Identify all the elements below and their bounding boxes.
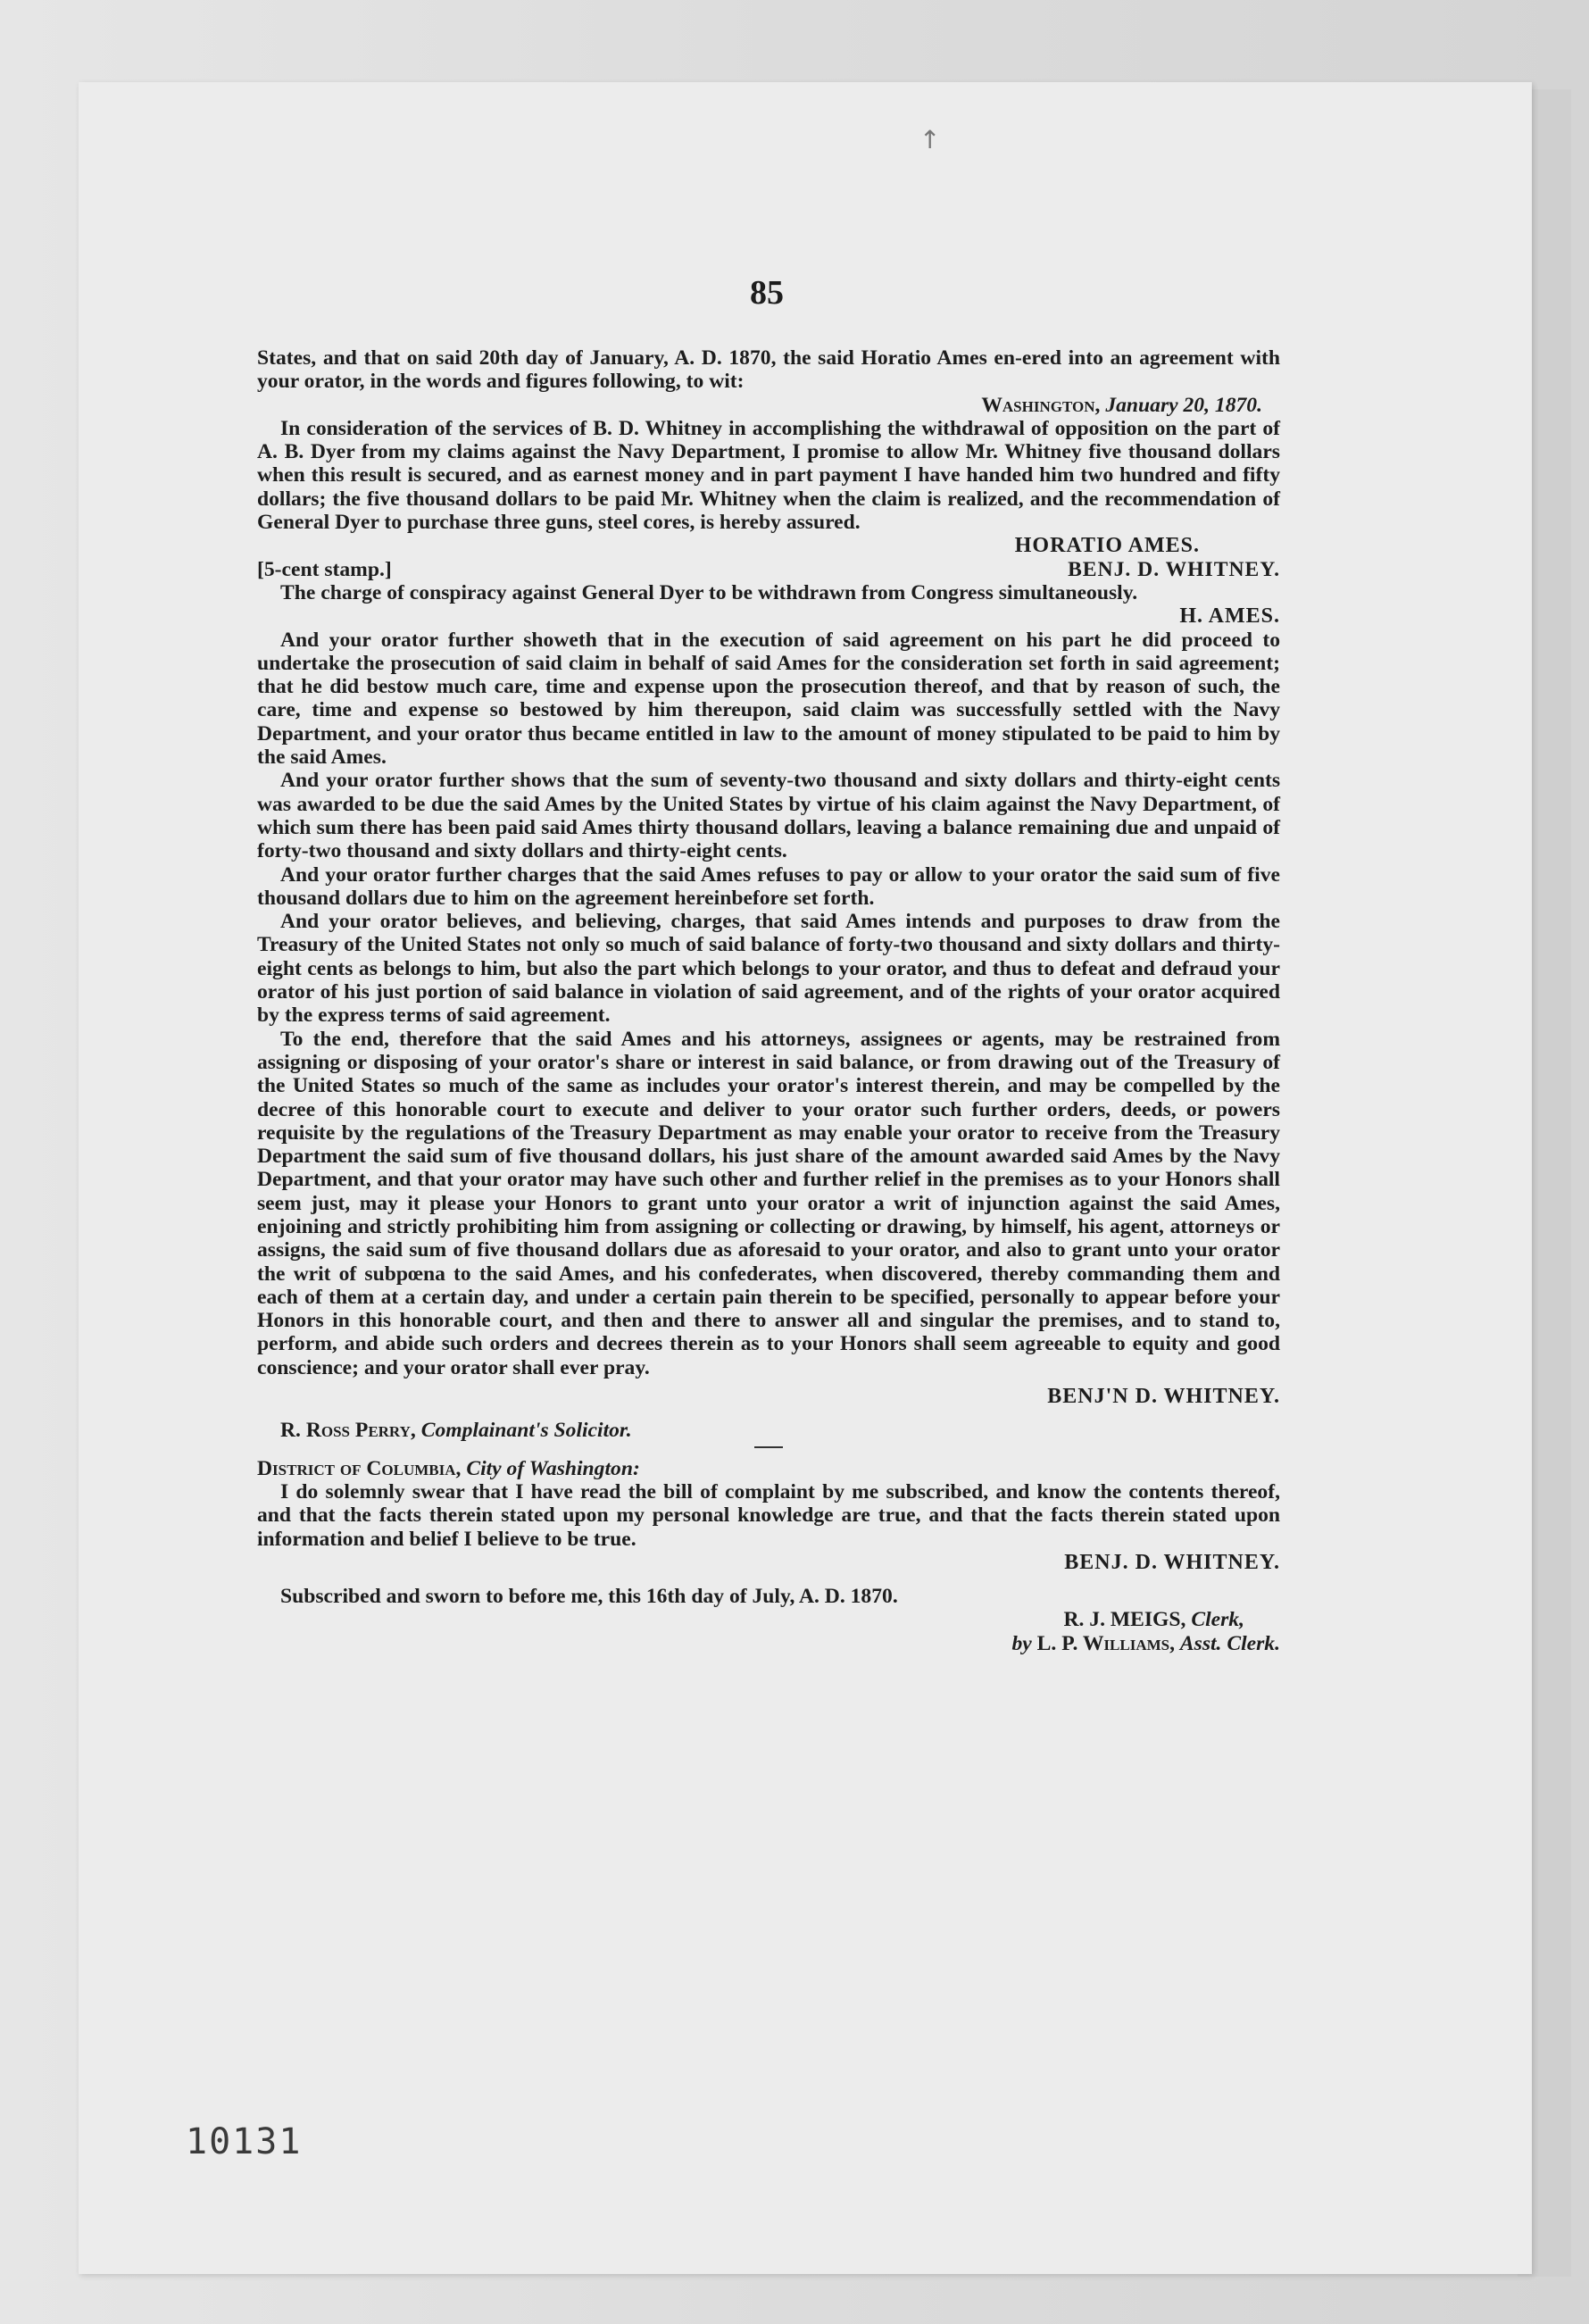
stamp-row — [257, 558, 1280, 581]
solicitor-role: Complainant's Solicitor. — [420, 1419, 632, 1443]
assistant-clerk-line — [257, 1632, 1280, 1655]
venue-district: District of Columbia, — [257, 1456, 462, 1480]
clerk-title: Clerk, — [1191, 1608, 1244, 1632]
assistant-title: Asst. Clerk. — [1179, 1631, 1280, 1655]
document-body — [257, 346, 1280, 1655]
page-number: 85 — [750, 274, 784, 312]
assistant-name: L. P. Williams, — [1036, 1631, 1175, 1655]
venue-city: City of Washington: — [466, 1456, 640, 1480]
paragraph-charges: And your orator further charges that the said Ames refuses to pay or allow to your orator the said sum of five thousand dollars due to him on the agreement hereinbefore set forth. — [257, 862, 1280, 910]
assistant-by: by — [1011, 1631, 1032, 1655]
paragraph-prayer: To the end, therefore that the said Ames and his attorneys, assignees or agents, may be restrained from assigning or disposing of your orator's share or interest in said balance, or from drawing out of the Treasury of the United States so much of the same as includes your orator's interest therein, and may be compelled by the decree of this honorable court to execute and deliver to your orator such further orders, deeds, or powers requisite by the regulations of the Treasury Department as may enable your orator to receive from the Treasury Department the said sum of five thousand dollars, his just share of the amount awarded said Ames by the Navy Department, and that your orator may have such other and further relief in the premises as to your Honors shall seem just, may it please your Honors to grant unto your orator a writ of injunction against the said Ames, enjoining and strictly prohibiting him from assigning or collecting or drawing, by himself, his agent, attorneys or assigns, the said sum of five thousand dollars due as aforesaid to your orator, and also to grant unto your orator the writ of subpœna to the said Ames, and his confederates, when discovered, thereby commanding them and each of them at a certain day, and under a certain pain therein to be specified, personally to appear before your Honors in this honorable court, and then and there to answer all and singular the premises, and to stand to, perform, and abide such orders and decrees therein as to your Honors shall seem agreeable to equity and good conscience; and your orator shall ever pray. — [257, 1027, 1280, 1379]
archive-number: 10131 — [186, 2121, 303, 2162]
bill-signature: BENJ'N D. WHITNEY. — [1047, 1385, 1280, 1409]
scan-mark-icon: ↑ — [919, 125, 941, 154]
affidavit-text: I do solemnly swear that I have read the bill of complaint by me subscribed, and know the contents thereof, and that the facts therein stated upon my personal knowledge are true, and that the facts therein stated upon information and belief I believe to be true. — [257, 1479, 1280, 1551]
stamp-note: [5-cent stamp.] — [257, 557, 392, 581]
opening-paragraph: States, and that on said 20th day of January, A. D. 1870, the said Horatio Ames en-ered into an agreement with your orator, in the words and figures following, to wit: — [257, 346, 1280, 394]
clerk-line — [257, 1608, 1280, 1631]
solicitor-line — [257, 1419, 1280, 1442]
solicitor-name: R. Ross Perry, — [280, 1419, 416, 1443]
dateline-date: January 20, 1870. — [1105, 393, 1262, 417]
agreement-text: In consideration of the services of B. D. Whitney in accomplishing the withdrawal of opposition on the part of A. B. Dyer from my claims against the Navy Department, I promise to allow Mr. Whitney five thousand dollars when this result is secured, and as earnest money and in part payment I have handed him two hundred and fifty dollars; the five thousand dollars to be paid Mr. Whitney when the claim is realized, and the recommendation of General Dyer to purchase three guns, steel cores, is hereby assured. — [257, 416, 1280, 535]
signature-benj-whitney: BENJ. D. WHITNEY. — [1068, 557, 1280, 581]
affidavit-signature: BENJ. D. WHITNEY. — [1064, 1550, 1280, 1574]
agreement-dateline — [257, 394, 1280, 417]
jurat: Subscribed and sworn to before me, this 16th day of July, A. D. 1870. — [280, 1585, 898, 1609]
paragraph-showeth: And your orator further showeth that in the execution of said agreement on his part he did proceed to undertake the prosecution of said claim in behalf of said Ames for the consideration set forth in said agreement; that he did bestow much care, time and expense upon the prosecution thereof, and that by reason of such, the care, time and expense so bestowed by him thereupon, said claim was successfully settled with the Navy Department, and your orator thus became entitled in law to the amount of money stipulated to be paid to him by the said Ames. — [257, 628, 1280, 770]
clerk-name: R. J. MEIGS, — [1063, 1608, 1186, 1632]
signature-horatio-ames: HORATIO AMES. — [1014, 534, 1200, 558]
paragraph-believes: And your orator believes, and believing, charges, that said Ames intends and purposes to draw from the Treasury of the United States not only so much of said balance of forty-two thousand and sixty dollars and thirty-eight cents as belongs to him, but also the part which belongs to your orator, and thus to defeat and defraud your orator of his just portion of said balance in violation of said agreement, and of the rights of your orator acquired by the express terms of said agreement. — [257, 910, 1280, 1028]
signature-h-ames: H. AMES. — [1179, 604, 1280, 629]
affidavit-venue — [257, 1457, 1280, 1480]
conspiracy-note: The charge of conspiracy against General Dyer to be withdrawn from Congress simultaneously. — [280, 580, 1138, 604]
paragraph-shows: And your orator further shows that the sum of seventy-two thousand and sixty dollars and thirty-eight cents was awarded to be due the said Ames by the United States by virtue of his claim against the Navy Department, of which sum there has been paid said Ames thirty thousand dollars, leaving a balance remaining due and unpaid of forty-two thousand and sixty dollars and thirty-eight cents. — [257, 769, 1280, 863]
dateline-place: Washington, — [981, 393, 1101, 417]
section-divider — [754, 1446, 783, 1448]
